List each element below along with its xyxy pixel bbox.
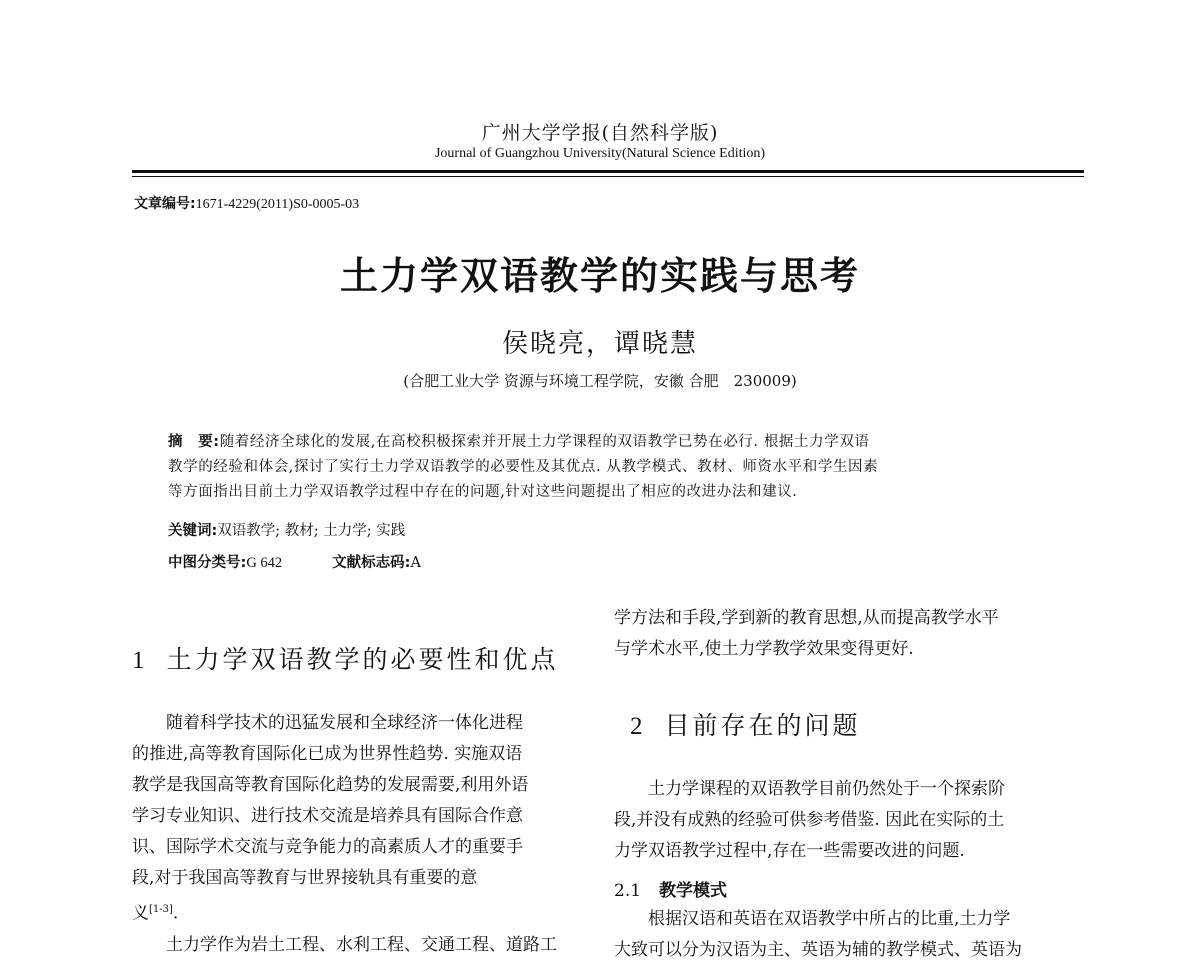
keywords-label: 关键词: [168, 523, 218, 539]
classification-label: 中图分类号: [168, 555, 247, 571]
subsection-2-1-heading [614, 876, 727, 901]
keywords-value: 双语教学; 教材; 土力学; 实践 [217, 523, 406, 539]
para1-last-char: 义 [132, 903, 149, 924]
section-2-title: 目前存在的问题 [664, 711, 861, 740]
header-rule-thick [132, 170, 1084, 173]
para1-line-6: 段,对于我国高等教育与世界接轨具有重要的意 [132, 868, 478, 888]
right-column-continuation [614, 603, 1084, 665]
subsection-2-1-paragraph [614, 904, 1084, 960]
para1-line-4: 学习专业知识、进行技术交流是培养具有国际合作意 [132, 806, 523, 826]
journal-title-cn: 广州大学学报(自然科学版) [481, 122, 719, 144]
abstract-line-3: 等方面指出目前土力学双语教学过程中存在的问题,针对这些问题提出了相应的改进办法和建议. [168, 484, 798, 500]
paper-affiliation: (合肥工业大学 资源与环境工程学院，安徽 合肥 230009) [403, 372, 797, 390]
section-2-paragraph [614, 774, 1084, 867]
classification-value: G 642 [246, 555, 283, 571]
para3-line-2: 段,并没有成熟的经验可供参考借鉴. 因此在实际的土 [614, 810, 1005, 830]
para3-line-3: 力学双语教学过程中,存在一些需要改进的问题. [614, 841, 965, 861]
article-number [134, 193, 359, 213]
paper-authors: 侯晓亮，谭晓慧 [501, 329, 698, 359]
abstract-line-2: 教学的经验和体会,探讨了实行土力学双语教学的必要性及其优点. 从教学模式、教材、师资水平和学生因素 [168, 459, 879, 475]
section-1-paragraph-1 [132, 708, 586, 955]
section-2-number: 2 [630, 713, 643, 740]
doc-code-value: A [410, 555, 421, 571]
subsection-2-1-title: 教学模式 [659, 881, 728, 901]
section-1-title: 土力学双语教学的必要性和优点 [166, 645, 559, 674]
keywords [168, 519, 405, 540]
para1-line-7 [132, 894, 586, 930]
citation: [1-3] [149, 904, 173, 915]
classification [168, 551, 421, 572]
section-1-heading [132, 640, 559, 676]
doc-code-label: 文献标志码: [332, 555, 411, 571]
para1-line-3: 教学是我国高等教育国际化趋势的发展需要,利用外语 [132, 775, 529, 795]
subsection-2-1-number: 2.1 [614, 881, 642, 901]
para-cont-line-2: 与学术水平,使土力学教学效果变得更好. [614, 639, 914, 659]
abstract-label: 摘 要: [168, 434, 220, 450]
abstract-line-1 [168, 430, 1048, 455]
abstract-text-1: 随着经济全球化的发展,在高校积极探索并开展土力学课程的双语教学已势在必行. 根据土力学双语 [219, 434, 870, 450]
journal-title-en: Journal of Guangzhou University(Natural Science Edition) [434, 146, 766, 161]
para1-line-2: 的推进,高等教育国际化已成为世界性趋势. 实施双语 [132, 744, 523, 764]
para3-line-1: 土力学课程的双语教学目前仍然处于一个探索阶 [648, 779, 1005, 799]
section-1-number: 1 [132, 647, 145, 674]
para1-line-5: 识、国际学术交流与竞争能力的高素质人才的重要手 [132, 837, 523, 857]
para4-line-2-partial: 大致可以分为汉语为主、英语为辅的教学模式、英语为 [614, 940, 1022, 960]
para1-line-1: 随着科学技术的迅猛发展和全球经济一体化进程 [166, 713, 523, 733]
para2-line-1-partial: 土力学作为岩土工程、水利工程、交通工程、道路工 [166, 934, 557, 955]
para-cont-line-1: 学方法和手段,学到新的教育思想,从而提高教学水平 [614, 608, 999, 628]
article-number-value: 1671-4229(2011)S0-0005-03 [195, 197, 360, 212]
para1-end: . [172, 903, 179, 924]
paper-title: 土力学双语教学的实践与思考 [339, 253, 860, 298]
abstract [168, 430, 1048, 505]
para4-line-1: 根据汉语和英语在双语教学中所占的比重,土力学 [648, 909, 1011, 929]
article-number-label: 文章编号: [134, 196, 196, 212]
section-2-heading [630, 706, 861, 742]
header-rule-thin [132, 176, 1084, 177]
